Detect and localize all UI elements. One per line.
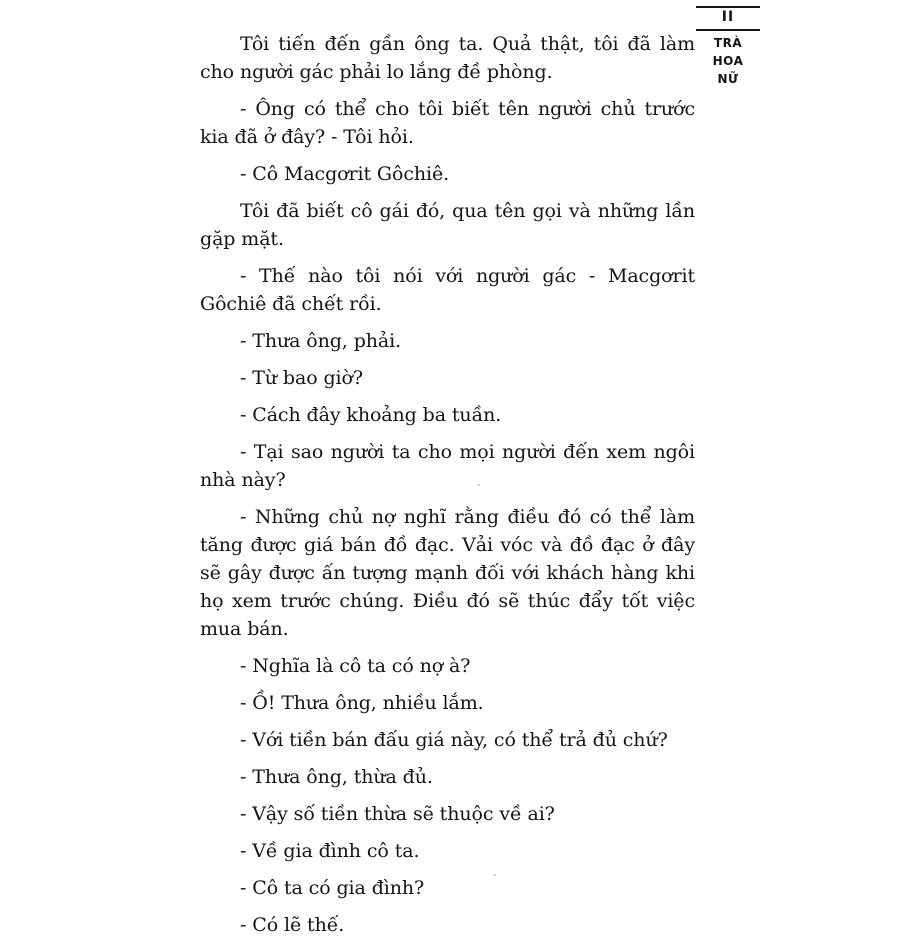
paper-speck [478, 484, 480, 486]
paragraph: - Về gia đình cô ta. [240, 840, 420, 862]
sidebar-rule-middle [696, 29, 760, 31]
paragraph: - Tại sao người ta cho mọi người đến xem ngôi nhà này? [200, 441, 695, 491]
paragraph: - Thế nào tôi nói với người gác - Macgơrit Gôchiê đã chết rồi. [200, 265, 695, 315]
paragraph: - Thưa ông, thừa đủ. [240, 766, 433, 788]
paragraph: - Cách đây khoảng ba tuần. [240, 404, 502, 426]
paragraph: - Ồ! Thưa ông, nhiều lắm. [240, 692, 484, 714]
body-text [200, 30, 695, 939]
paragraph: - Cô Macgơrit Gôchiê. [240, 163, 450, 185]
paper-speck [494, 874, 496, 876]
chapter-number: II [721, 9, 735, 25]
book-title-line: NỮ [717, 72, 739, 86]
paragraph: - Ông có thể cho tôi biết tên người chủ trước kia đã ở đây? - Tôi hỏi. [200, 98, 695, 148]
paragraph: - Nghĩa là cô ta có nợ à? [240, 655, 471, 677]
paragraph: - Những chủ nợ nghĩ rằng điều đó có thể làm tăng được giá bán đồ đạc. Vải vóc và đồ đạc ở đây sẽ gây được ấn tượng mạnh đối với khách hàng khi họ xem trước chúng. Điều đó sẽ thúc đẩy tốt việc mua bán. [200, 506, 695, 640]
paragraph: - Cô ta có gia đình? [240, 877, 425, 899]
paragraph: Tôi đã biết cô gái đó, qua tên gọi và những lần gặp mặt. [200, 200, 695, 250]
book-title [696, 34, 760, 88]
paragraph: - Có lẽ thế. [240, 914, 345, 936]
paragraph: Tôi tiến đến gần ông ta. Quả thật, tôi đã làm cho người gác phải lo lắng đề phòng. [200, 33, 695, 83]
paragraph: - Từ bao giờ? [240, 367, 363, 389]
paragraph: - Với tiền bán đấu giá này, có thể trả đủ chứ? [240, 729, 668, 751]
book-title-line: HOA [712, 54, 744, 68]
paragraph: - Vậy số tiền thừa sẽ thuộc về ai? [240, 803, 555, 825]
book-title-line: TRÀ [713, 36, 743, 50]
paragraph: - Thưa ông, phải. [240, 330, 402, 352]
